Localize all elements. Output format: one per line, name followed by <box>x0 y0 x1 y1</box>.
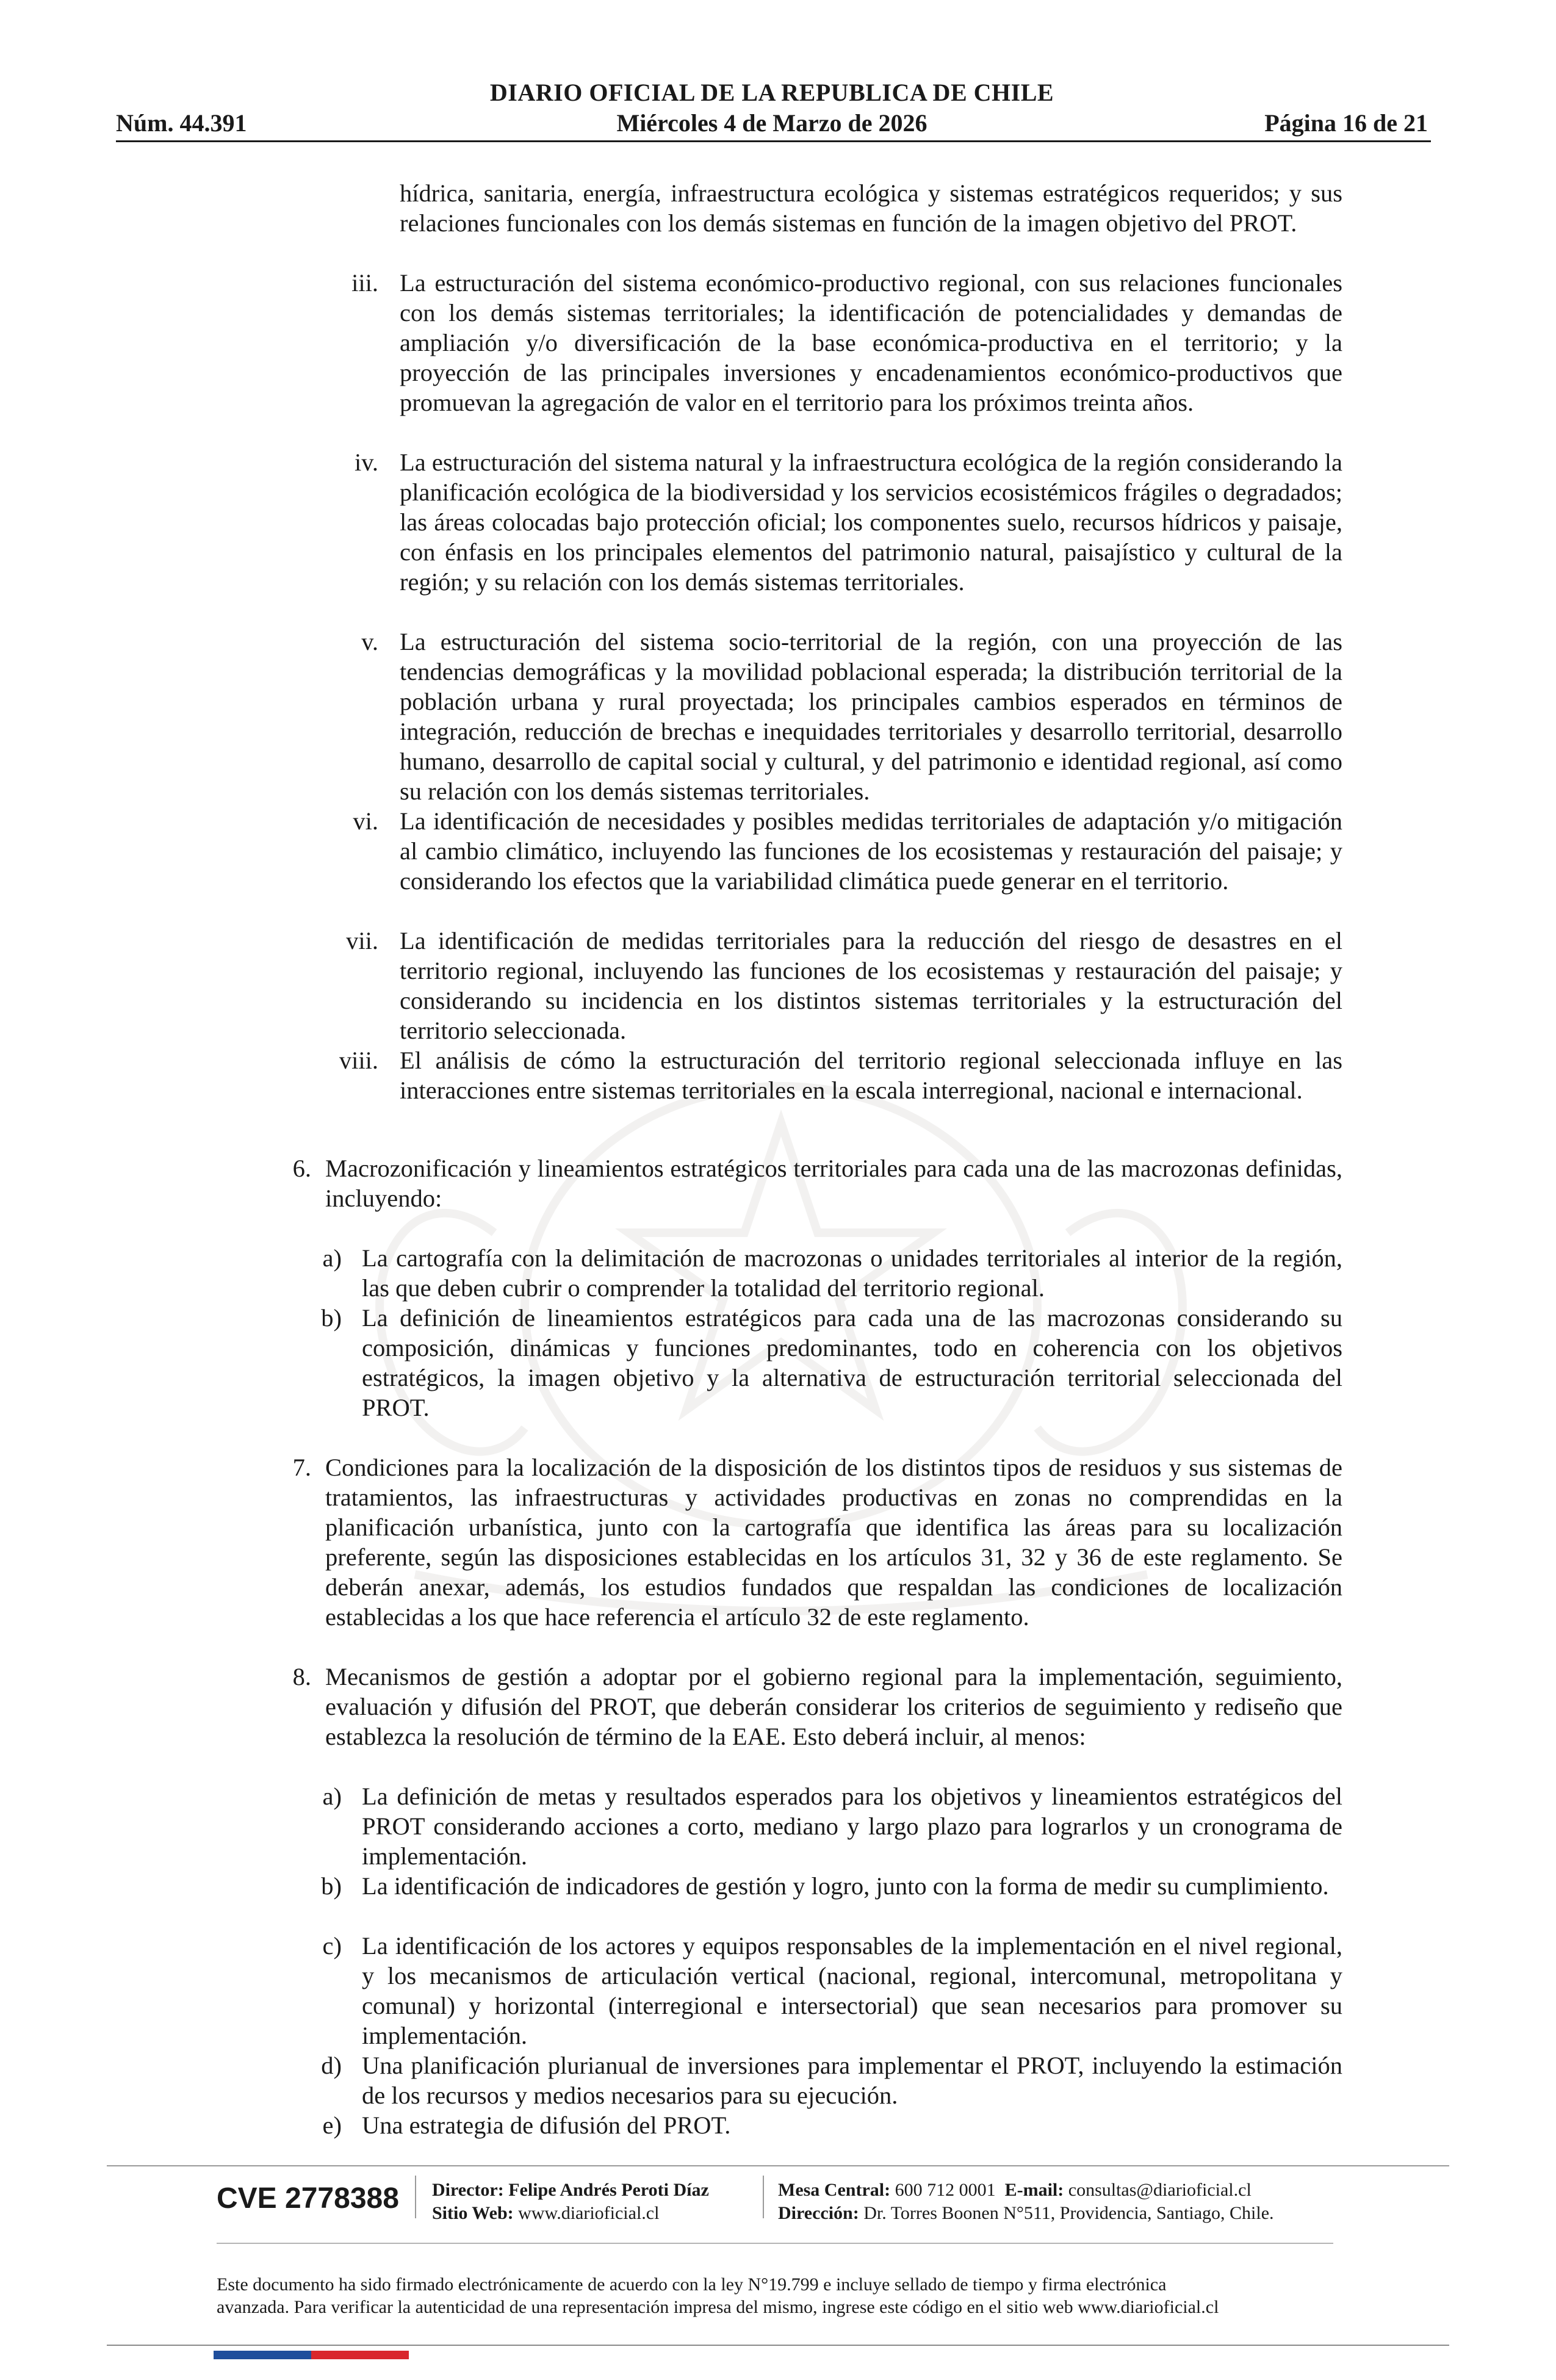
footer-separator <box>763 2176 764 2218</box>
header-divider <box>116 140 1431 142</box>
email-label: E-mail: <box>1004 2180 1064 2200</box>
section-7-text: Condiciones para la localización de la disposición de los distintos tipos de residuos y sus sistemas de tratamientos, las infraestructuras y actividades productivas en zonas no comprendidas en la planificación urbanística, junto con la cartografía que identifica las áreas para su localización preferente, según las disposiciones establecidas en los artículos 31, 32 y 36 de este reglamento. Se deberán anexar, además, los estudios fundados que respaldan las condiciones de localización establecidas a los que hace referencia el artículo 32 de este reglamento. <box>325 1454 1342 1631</box>
web-link[interactable]: www.diarioficial.cl <box>518 2203 660 2223</box>
section-8-text: Mecanismos de gestión a adoptar por el gobierno regional para la implementación, seguimiento, evaluación y difusión del PROT, que deberán considerar los criterios de seguimiento y rediseño que establezca la resolución de término de la EAE. Esto deberá incluir, al menos: <box>325 1663 1342 1750</box>
list-item: La identificación de indicadores de gestión y logro, junto con la forma de medir su cumplimiento. <box>362 1872 1329 1900</box>
list-item: La cartografía con la delimitación de macrozonas o unidades territoriales al interior de la región, las que deben cubrir o comprender la totalidad del territorio regional. <box>362 1244 1342 1302</box>
web-label: Sitio Web: <box>432 2203 514 2223</box>
list-marker: d) <box>321 2052 342 2079</box>
list-marker: e) <box>322 2111 342 2139</box>
director-name: Felipe Andrés Peroti Díaz <box>508 2180 709 2200</box>
list-marker: b) <box>321 1304 342 1332</box>
flag-stripe-blue <box>214 2351 311 2359</box>
page-header <box>116 73 1428 146</box>
list-marker: vi. <box>353 807 378 835</box>
phone-value: 600 712 0001 <box>895 2180 996 2200</box>
address-label: Dirección: <box>778 2203 859 2223</box>
list-marker: a) <box>322 1244 342 1272</box>
footer-separator <box>415 2176 416 2218</box>
list-item: La definición de lineamientos estratégicos para cada una de las macrozonas considerando su composición, dinámicas y funciones predominantes, todo en coherencia con los objetivos estratégicos, la imagen objetivo y la alternativa de estructuración territorial seleccionada del PROT. <box>362 1304 1342 1421</box>
publication-title: DIARIO OFICIAL DE LA REPUBLICA DE CHILE <box>489 79 1054 106</box>
issue-number: Núm. 44.391 <box>116 109 247 137</box>
list-marker: c) <box>322 1932 342 1960</box>
cve-code: CVE 2778388 <box>217 2182 399 2215</box>
legal-line: avanzada. Para verificar la autenticidad de una representación impresa del mismo, ingrese este código en el sitio web www.diarioficial.cl <box>217 2297 1219 2317</box>
list-item: La identificación de los actores y equipos responsables de la implementación en el nivel regional, y los mecanismos de articulación vertical (nacional, regional, intercomunal, metropolitana y comunal) y horizontal (interregional e intersectorial) que sean necesarios para promover su implementación. <box>362 1932 1342 2049</box>
footer-contact-block <box>778 2179 1274 2225</box>
list-item: La identificación de necesidades y posibles medidas territoriales de adaptación y/o mitigación al cambio climático, incluyendo las funciones de los ecosistemas y restauración del paisaje; y considerando los efectos que la variabilidad climática puede generar en el territorio. <box>400 807 1342 895</box>
list-marker: viii. <box>339 1047 378 1074</box>
legal-line: Este documento ha sido firmado electrónicamente de acuerdo con la ley N°19.799 e incluye sellado de tiempo y firma electrónica <box>217 2274 1167 2295</box>
footer-divider <box>217 2243 1333 2244</box>
page-number: Página 16 de 21 <box>1264 109 1428 137</box>
list-item: Una planificación plurianual de inversiones para implementar el PROT, incluyendo la estimación de los recursos y medios necesarios para su ejecución. <box>362 2052 1342 2109</box>
list-item: La estructuración del sistema natural y la infraestructura ecológica de la región considerando la planificación ecológica de la biodiversidad y los servicios ecosistémicos frágiles o degradados; las áreas colocadas bajo protección oficial; los componentes suelo, recursos hídricos y paisaje, con énfasis en los principales elementos del patrimonio natural, paisajístico y cultural de la región; y su relación con los demás sistemas territoriales. <box>400 449 1342 596</box>
list-marker: iii. <box>351 269 378 297</box>
list-marker: iv. <box>355 449 378 476</box>
footer-director-block <box>432 2179 709 2225</box>
list-item: El análisis de cómo la estructuración del territorio regional seleccionada influye en las interacciones entre sistemas territoriales en la escala interregional, nacional e internacional. <box>400 1047 1342 1104</box>
list-marker: vii. <box>346 927 378 954</box>
list-item: La definición de metas y resultados esperados para los objetivos y lineamientos estratégicos del PROT considerando acciones a corto, mediano y largo plazo para lograrlos y un cronograma de implementación. <box>362 1783 1342 1870</box>
section-number: 7. <box>292 1454 311 1481</box>
list-item: La estructuración del sistema económico-productivo regional, con sus relaciones funcionales con los demás sistemas territoriales; la identificación de potencialidades y demandas de ampliación y/o diversificación de la base económica-productiva en el territorio; y la proyección de las principales inversiones y encadenamientos económico-productivos que promuevan la agregación de valor en el territorio para los próximos treinta años. <box>400 269 1342 416</box>
email-link[interactable]: consultas@diarioficial.cl <box>1068 2180 1252 2200</box>
list-marker: b) <box>321 1872 342 1900</box>
list-marker: v. <box>361 628 378 655</box>
address-value: Dr. Torres Boonen N°511, Providencia, Santiago, Chile. <box>863 2203 1274 2223</box>
director-label: Director: <box>432 2180 504 2200</box>
list-marker: a) <box>322 1783 342 1810</box>
flag-stripe-red <box>311 2351 409 2359</box>
section-6-text: Macrozonificación y lineamientos estratégicos territoriales para cada una de las macrozonas definidas, incluyendo: <box>325 1155 1342 1212</box>
list-item: Una estrategia de difusión del PROT. <box>362 2111 731 2139</box>
footer-divider <box>107 2345 1449 2346</box>
issue-date: Miércoles 4 de Marzo de 2026 <box>616 109 927 137</box>
footer-divider <box>107 2165 1449 2166</box>
section-number: 6. <box>292 1155 311 1182</box>
continuation-paragraph: hídrica, sanitaria, energía, infraestructura ecológica y sistemas estratégicos requeridos; y sus relaciones funcionales con los demás sistemas en función de la imagen objetivo del PROT. <box>400 179 1342 237</box>
section-number: 8. <box>292 1663 311 1690</box>
list-item: La identificación de medidas territoriales para la reducción del riesgo de desastres en el territorio regional, incluyendo las funciones de los ecosistemas y restauración del paisaje; y considerando su incidencia en los distintos sistemas territoriales y la estructuración del territorio seleccionada. <box>400 927 1342 1044</box>
phone-label: Mesa Central: <box>778 2180 891 2200</box>
legal-notice <box>217 2273 1376 2318</box>
list-item: La estructuración del sistema socio-territorial de la región, con una proyección de las tendencias demográficas y la movilidad poblacional esperada; la distribución territorial de la población urbana y rural proyectada; los principales cambios esperados en términos de integración, reducción de brechas e inequidades territoriales y desarrollo territorial, desarrollo humano, desarrollo de capital social y cultural, y del patrimonio e identidad regional, así como su relación con los demás sistemas territoriales. <box>400 628 1342 805</box>
